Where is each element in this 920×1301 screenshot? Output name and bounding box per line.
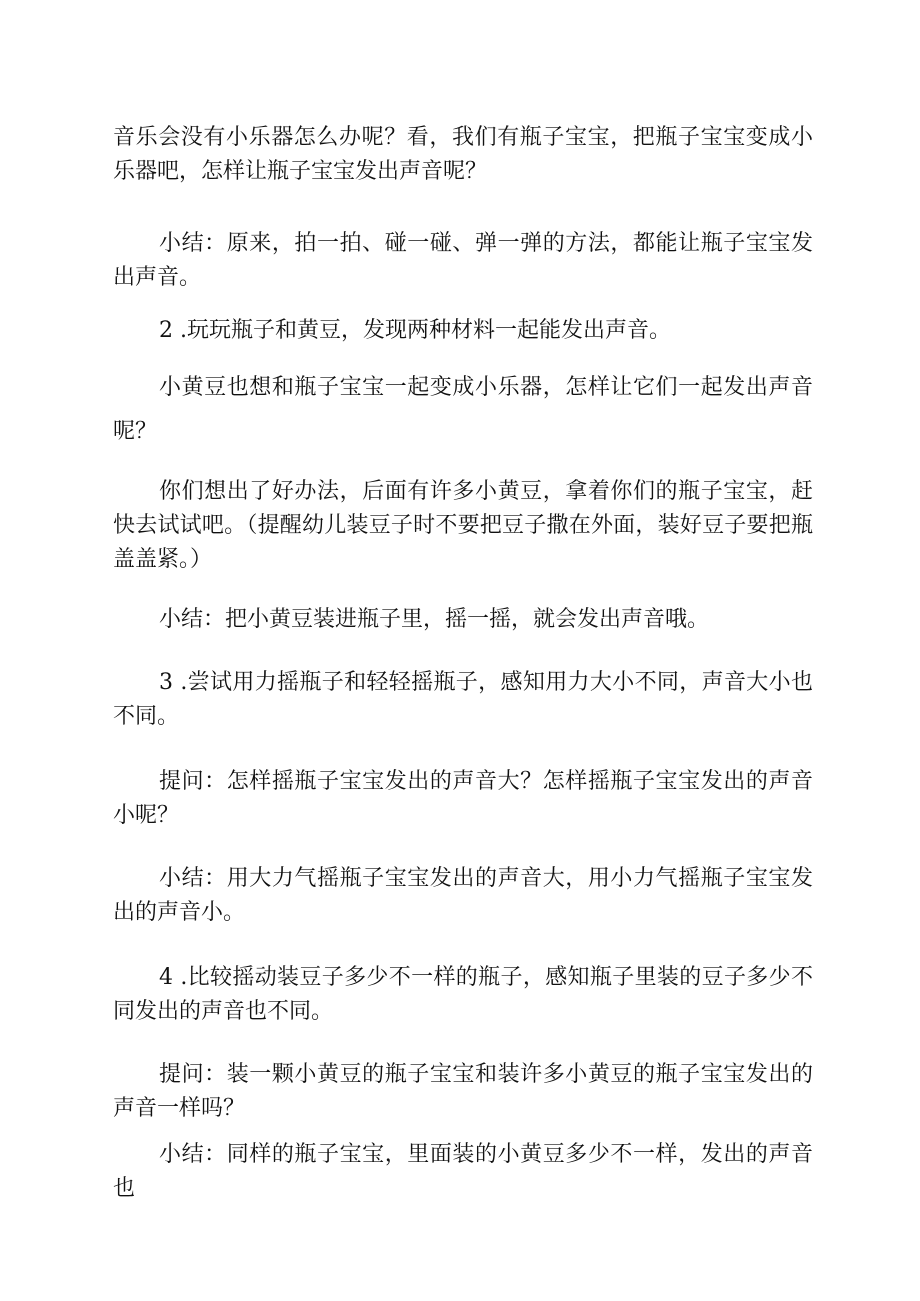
paragraph-6: 小结：把小黄豆装进瓶子里，摇一摇，就会发出声音哦。 bbox=[159, 607, 710, 632]
paragraph-9: 小结：用大力气摇瓶子宝宝发出的声音大，用小力气摇瓶子宝宝发出的声音小。 bbox=[113, 866, 813, 925]
paragraph-11: 提问：装一颗小黄豆的瓶子宝宝和装许多小黄豆的瓶子宝宝发出的声音一样吗？ bbox=[113, 1062, 813, 1121]
paragraph-12: 小结：同样的瓶子宝宝，里面装的小黄豆多少不一样，发出的声音也 bbox=[113, 1142, 813, 1201]
paragraph-1: 音乐会没有小乐器怎么办呢？看，我们有瓶子宝宝，把瓶子宝宝变成小乐器吧，怎样让瓶子宝宝发出声音呢？ bbox=[113, 125, 813, 184]
paragraph-8: 提问：怎样摇瓶子宝宝发出的声音大？怎样摇瓶子宝宝发出的声音小呢？ bbox=[113, 769, 813, 828]
paragraph-3-heading: 2 .玩玩瓶子和黄豆，发现两种材料一起能发出声音。 bbox=[159, 318, 671, 343]
paragraph-2: 小结：原来，拍一拍、碰一碰、弹一弹的方法，都能让瓶子宝宝发出声音。 bbox=[113, 231, 813, 290]
paragraph-5: 你们想出了好办法，后面有许多小黄豆，拿着你们的瓶子宝宝，赶快去试试吧。（提醒幼儿装豆子时不要把豆子撒在外面，装好豆子要把瓶盖盖紧。） bbox=[113, 479, 813, 572]
paragraph-10-heading: 4 .比较摇动装豆子多少不一样的瓶子，感知瓶子里装的豆子多少不同发出的声音也不同。 bbox=[113, 965, 813, 1024]
paragraph-7-heading: 3 .尝试用力摇瓶子和轻轻摇瓶子，感知用力大小不同，声音大小也不同。 bbox=[113, 670, 813, 729]
paragraph-4: 小黄豆也想和瓶子宝宝一起变成小乐器，怎样让它们一起发出声音呢？ bbox=[113, 375, 813, 444]
